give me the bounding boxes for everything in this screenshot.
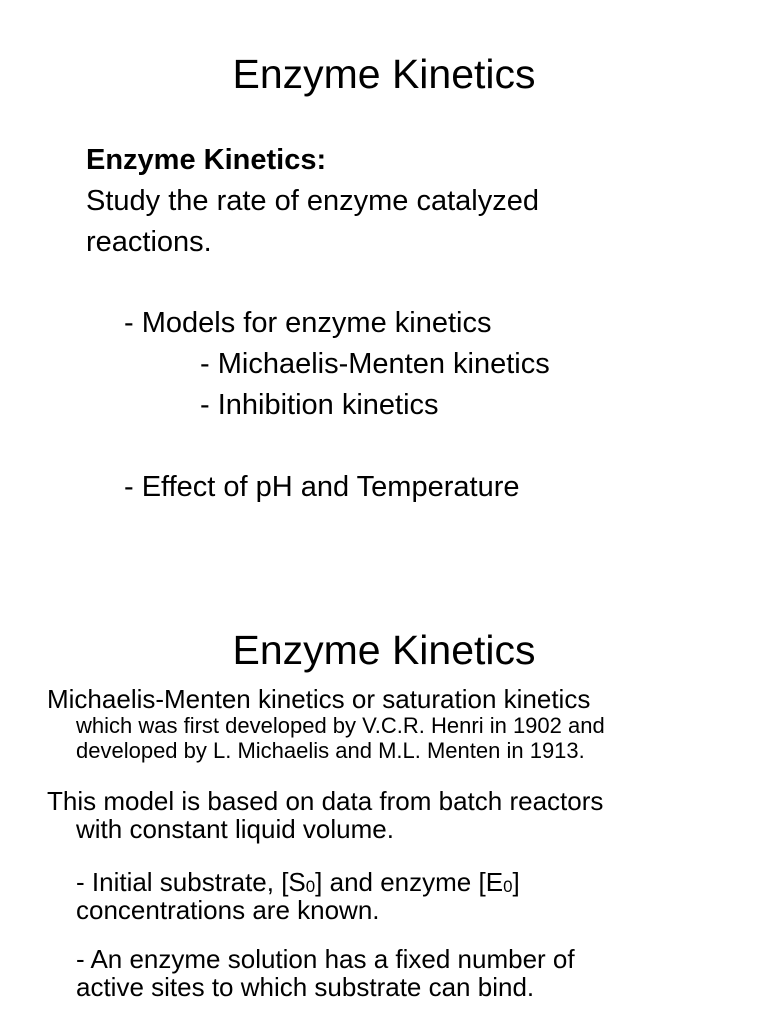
bullet-active-sites-line-1: - An enzyme solution has a fixed number of [76, 944, 575, 974]
paragraph-2-line-2: with constant liquid volume. [76, 814, 394, 844]
slide-1-title: Enzyme Kinetics [232, 51, 536, 97]
paragraph-1-line-3: developed by L. Michaelis and M.L. Menten in 1913. [76, 738, 585, 763]
paragraph-1-line-1: Michaelis-Menten kinetics or saturation kinetics [47, 684, 591, 714]
substrate-subscript: 0 [305, 877, 316, 896]
bullet-initial-substrate-part-3: ] [512, 867, 520, 897]
bullet-active-sites-line-2: active sites to which substrate can bind. [76, 972, 535, 1002]
paragraph-1-line-2: which was first developed by V.C.R. Henri in 1902 and [76, 713, 605, 738]
definition-line-1: Study the rate of enzyme catalyzed [86, 185, 539, 217]
bullet-initial-substrate-part-2: ] and enzyme [E [315, 867, 504, 897]
bullet-inhibition: - Inhibition kinetics [200, 389, 439, 421]
bullet-initial-substrate-line-2: concentrations are known. [76, 895, 380, 925]
bullet-initial-substrate-part-1: - Initial substrate, [S [76, 867, 306, 897]
definition-heading: Enzyme Kinetics: [86, 144, 327, 176]
slide-2 [0, 560, 768, 1024]
enzyme-subscript: 0 [503, 877, 513, 896]
bullet-michaelis-menten: - Michaelis-Menten kinetics [200, 348, 550, 380]
definition-line-2: reactions. [86, 226, 212, 258]
slide-2-title: Enzyme Kinetics [232, 627, 536, 673]
bullet-ph-temperature: - Effect of pH and Temperature [124, 471, 520, 503]
bullet-models: - Models for enzyme kinetics [124, 307, 492, 339]
paragraph-2-line-1: This model is based on data from batch reactors [47, 786, 604, 816]
